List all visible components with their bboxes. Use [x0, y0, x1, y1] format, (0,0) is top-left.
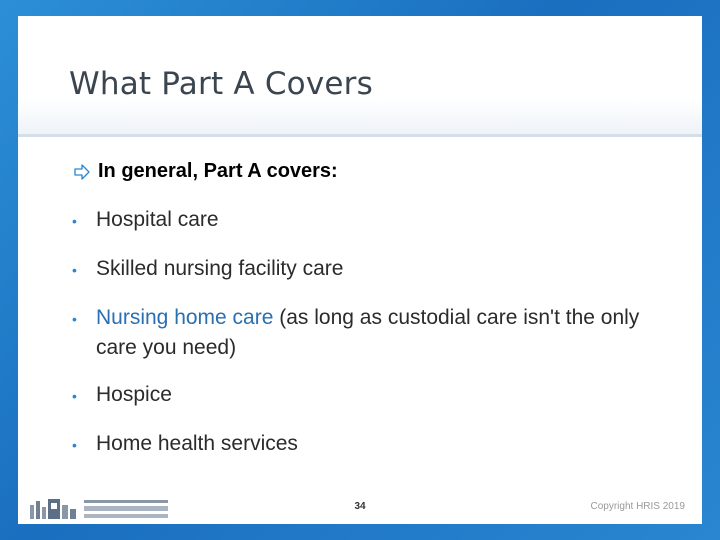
bullet-dot-icon: •: [72, 262, 77, 278]
footer-logo: [28, 495, 170, 521]
bullet-text: Home health services: [96, 432, 298, 455]
bullet-text: Hospital care: [96, 208, 219, 231]
lead-line: [72, 160, 338, 183]
list-item: [72, 303, 672, 363]
list-item: [72, 429, 672, 460]
slide-title: What Part A Covers: [69, 66, 373, 102]
bullet-text: Hospice: [96, 383, 172, 406]
nursing-home-care-link[interactable]: Nursing home care: [96, 306, 274, 329]
copyright-text: Copyright HRIS 2019: [590, 501, 685, 512]
bullet-text: Skilled nursing facility care: [96, 257, 344, 280]
bullet-dot-icon: •: [72, 311, 77, 327]
list-item: [72, 254, 672, 285]
page-number: 34: [354, 501, 366, 512]
list-item: [72, 205, 672, 236]
lead-text: In general, Part A covers:: [98, 160, 338, 182]
bullet-dot-icon: •: [72, 213, 77, 229]
bullet-dot-icon: •: [72, 437, 77, 453]
arrow-icon: [72, 162, 92, 182]
bullet-dot-icon: •: [72, 388, 77, 404]
list-item: [72, 380, 672, 411]
bullet-text-multiline: [96, 303, 672, 363]
bullet-text-continuation: (as long as custodial care isn't the only care you need): [96, 306, 640, 359]
